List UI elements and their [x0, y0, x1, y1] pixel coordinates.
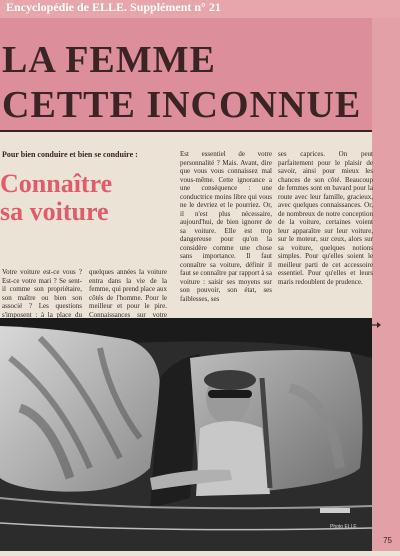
article-column-1: Votre voiture est-ce vous ? Est-ce votre mari ? Se sent-il comme son propriétaire, son maître ou bien son associé ? Les questions s'imposent : à la place du [2, 268, 82, 319]
supplement-header: Encyclopédie de ELLE. Supplément n° 21 [0, 0, 400, 18]
article-headline [0, 170, 112, 226]
pink-side-bar [372, 18, 400, 551]
article-column-2: quelques années la voiture entra dans la vie de la femme, qui prend place aux côtés de l'homme. Pour le meilleur et pour le pire. Connaissances sur votre [89, 268, 167, 319]
car-photo-illustration [0, 318, 372, 551]
article-kicker: Pour bien conduire et bien se conduire : [2, 150, 138, 159]
photo-credit: Photo ELLE [330, 524, 357, 530]
car-window-photo [0, 318, 372, 551]
title-line-1: LA FEMME [2, 39, 216, 81]
page-number: 75 [383, 536, 392, 545]
article-column-4: ses caprices. On peut parfaitement pour le plaisir de savoir, ainsi pour mieux les chances de son côté. Beaucoup de femmes sont en bavard pour la route avec leur famille, gracieux, avec quelques connaissances. Or, de nombreux de notre conception de la voiture, certaines voient leur apparaître sur leur voiture, sur le moteur, sur ceux, alors sur sa voiture, quelques notions simples. Pour qu'elles soient le meilleur parti de cet accessoire essentiel. Pour qu'elles et leurs maris redoublent de prudence. [278, 150, 373, 286]
title-line-2: CETTE INCONNUE [2, 84, 362, 126]
article-column-3: Est essentiel de votre personnalité ? Mais. Avant, dire que vous vous connaissez mal vous-même. Cette ignorance a une conséquence : une conductrice moins libre qui vous ne le devriez et le pourriez. Or, il n'est plus nécessaire, aujourd'hui, de bien ignorer de sa voiture. Elle est trop dangereuse pour qu'on la considère comme une chose sans importance. Il faut connaître sa voiture, définir il faut se connaître par rapport à sa voiture : saisir ses moyens sur son pouvoir, son état, ses faiblesses, ses [180, 150, 272, 303]
headline-line-2: sa voiture [0, 197, 109, 226]
headline-line-1: Connaître [0, 169, 113, 198]
